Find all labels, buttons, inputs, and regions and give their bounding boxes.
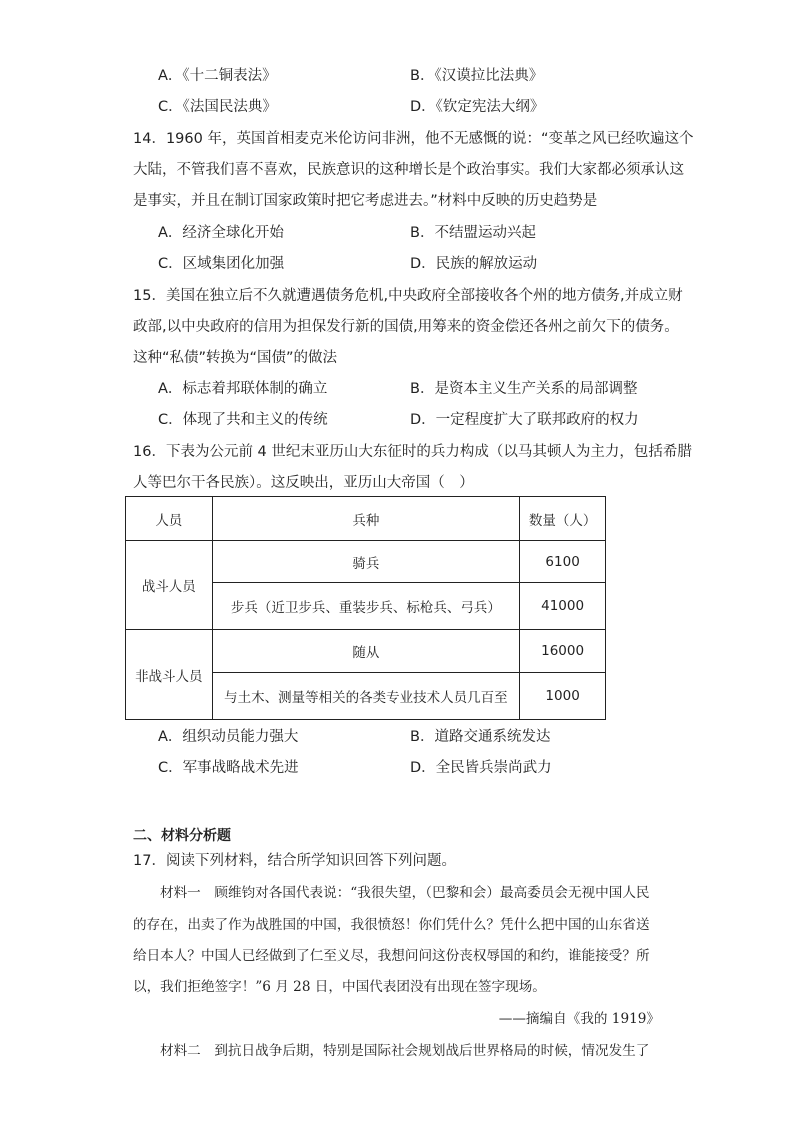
troop-table <box>125 496 606 720</box>
material1-line2: 的存在，出卖了作为战胜国的中国，我很愤怒！你们凭什么？凭什么把中国的山东省送 <box>133 917 650 933</box>
table-category-combat: 战斗人员 <box>126 541 213 630</box>
table-cell-type: 骑兵 <box>212 541 520 583</box>
table-header-troop-type: 兵种 <box>212 497 520 541</box>
table-row <box>126 541 606 583</box>
table-cell-type: 随从 <box>212 630 520 673</box>
material2-line1: 材料二 到抗日战争后期，特别是国际社会规划战后世界格局的时候，情况发生了 <box>160 1043 650 1059</box>
table-cell-count: 6100 <box>520 541 606 583</box>
material1-line3: 给日本人？中国人已经做到了仁至义尽，我想问问这份丧权辱国的和约，谁能接受？所 <box>133 948 650 964</box>
material1-line4: 以，我们拒绝签字！”6 月 28 日，中国代表团没有出现在签字现场。 <box>133 979 546 995</box>
table-header-row <box>126 497 606 541</box>
q16-stem-line1: 16．下表为公元前 4 世纪末亚历山大东征时的兵力构成（以马其顿人为主力，包括希腊 <box>133 444 692 460</box>
q13-option-a[interactable]: A．《十二铜表法》 <box>158 68 277 84</box>
q14-option-c[interactable]: C．区域集团化加强 <box>158 256 285 272</box>
q14-stem-line2: 大陆，不管我们喜不喜欢，民族意识的这种增长是个政治事实。我们大家都必须承认这 <box>133 162 684 178</box>
q16-option-c[interactable]: C．军事战略战术先进 <box>158 760 299 776</box>
q15-stem-line1: 15．美国在独立后不久就遭遇债务危机,中央政府全部接收各个州的地方债务,并成立财 <box>133 288 683 304</box>
q15-stem-line3: 这种“私债”转换为“国债”的做法 <box>133 350 338 366</box>
q13-option-c[interactable]: C．《法国民法典》 <box>158 99 277 115</box>
q14-option-d[interactable]: D．民族的解放运动 <box>410 256 538 272</box>
q15-option-b[interactable]: B．是资本主义生产关系的局部调整 <box>410 381 638 397</box>
material1-line1: 材料一 顾维钧对各国代表说：“我很失望，（巴黎和会）最高委员会无视中国人民 <box>160 885 650 901</box>
q14-stem-line1: 14．1960 年，英国首相麦克米伦访问非洲，他不无感慨的说：“变革之风已经吹遍这个 <box>133 131 694 147</box>
q16-stem-line2: 人等巴尔干各民族）。这反映出，亚历山大帝国（ ） <box>133 475 474 491</box>
table-cell-count: 41000 <box>520 583 606 630</box>
q15-option-a[interactable]: A．标志着邦联体制的确立 <box>158 381 328 397</box>
q15-stem-line2: 政部,以中央政府的信用为担保发行新的国债,用筹来的资金偿还各州之前欠下的债务。 <box>133 319 679 335</box>
q13-option-b[interactable]: B．《汉谟拉比法典》 <box>410 68 544 84</box>
table-header-personnel: 人员 <box>126 497 213 541</box>
table-category-noncombat: 非战斗人员 <box>126 630 213 720</box>
section-title: 二、材料分析题 <box>133 828 231 844</box>
q13-option-d[interactable]: D．《钦定宪法大纲》 <box>410 99 545 115</box>
table-header-count: 数量（人） <box>520 497 606 541</box>
q17-intro: 17．阅读下列材料，结合所学知识回答下列问题。 <box>133 853 456 869</box>
q16-option-d[interactable]: D．全民皆兵崇尚武力 <box>410 760 552 776</box>
q16-option-a[interactable]: A．组织动员能力强大 <box>158 729 299 745</box>
q16-option-b[interactable]: B．道路交通系统发达 <box>410 729 551 745</box>
table-row <box>126 630 606 673</box>
q15-option-d[interactable]: D．一定程度扩大了联邦政府的权力 <box>410 412 639 428</box>
table-cell-type: 步兵（近卫步兵、重装步兵、标枪兵、弓兵） <box>212 583 520 630</box>
table-cell-count: 16000 <box>520 630 606 673</box>
table-cell-count: 1000 <box>520 673 606 720</box>
q14-stem-line3: 是事实，并且在制订国家政策时把它考虑进去。”材料中反映的历史趋势是 <box>133 193 598 209</box>
q15-option-c[interactable]: C．体现了共和主义的传统 <box>158 412 328 428</box>
q14-option-a[interactable]: A．经济全球化开始 <box>158 225 284 241</box>
q14-option-b[interactable]: B．不结盟运动兴起 <box>410 225 536 241</box>
table-cell-type: 与土木、测量等相关的各类专业技术人员几百至 <box>212 673 520 720</box>
material1-source: ——摘编自《我的 1919》 <box>498 1011 660 1027</box>
